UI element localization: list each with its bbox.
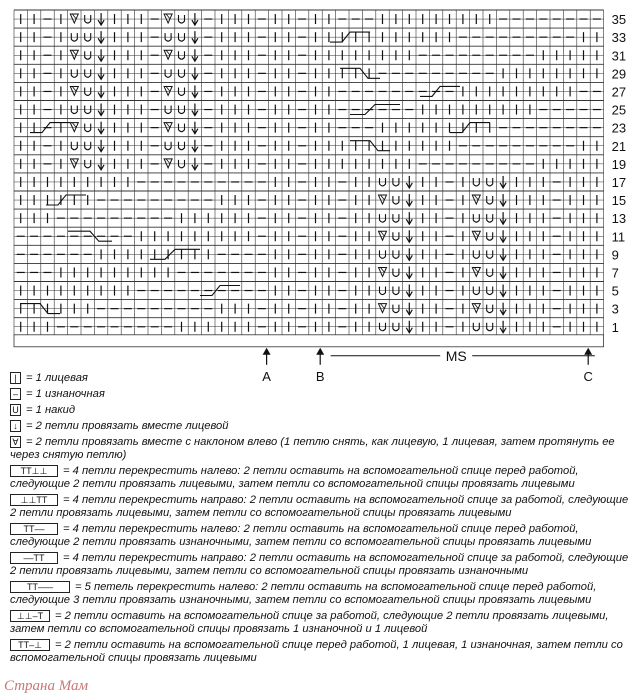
ssk-mark — [72, 159, 76, 164]
cable-3-left-icon: TT–⊥ — [10, 639, 50, 651]
legend-text: = 2 петли оставить на вспомогательной спице перед работой, 1 лицевая, 1 изнаночная, затем петли со вспомогательной спицы провязать лицевыми — [10, 639, 623, 664]
legend-item — [10, 404, 635, 417]
row-number: 33 — [611, 30, 627, 46]
ssk-mark — [72, 14, 76, 19]
marker-arrowhead — [316, 348, 324, 355]
marker-arrowhead — [263, 348, 271, 355]
legend-text: = 2 петли провязать вместе с наклоном влево (1 петлю снять, как лицевую, 1 лицевая, затем протянуть ее через снятую петлю) — [10, 436, 615, 461]
row-number: 11 — [611, 229, 626, 245]
ssk-stitch — [472, 304, 480, 313]
ssk-mark — [474, 195, 478, 200]
row-number: 27 — [611, 84, 627, 100]
ssk-mark — [381, 304, 385, 309]
legend-text: = 4 петли перекрестить налево: 2 петли оставить на вспомогательной спице перед работой, следующие 2 петли провязать изнаночными, затем петли со вспомогательной спицы провязать лицевыми — [10, 523, 592, 548]
legend-text: = 1 накид — [26, 404, 76, 416]
chart-legend — [10, 372, 635, 668]
ssk-stitch — [70, 123, 78, 132]
ssk-stitch — [472, 231, 480, 240]
legend-item — [10, 420, 635, 433]
row-number: 9 — [611, 247, 619, 263]
cable-4-right-icon: ⊥⊥TT — [10, 494, 58, 506]
legend-item — [10, 465, 635, 491]
legend-item — [10, 494, 635, 520]
legend-item — [10, 581, 635, 607]
cable-3-right-icon: ⊥⊥–T — [10, 610, 50, 622]
marker-label: A — [262, 368, 271, 384]
ssk-mark — [474, 267, 478, 272]
marker-label: B — [315, 368, 325, 384]
ssk-mark — [166, 50, 170, 55]
legend-text: = 1 лицевая — [26, 372, 88, 384]
ssk-stitch — [70, 50, 78, 59]
ssk-mark — [166, 123, 170, 128]
legend-item — [10, 552, 635, 578]
ssk-stitch — [164, 86, 172, 95]
ssk-stitch — [379, 304, 387, 313]
legend-text: = 4 петли перекрестить налево: 2 петли оставить на вспомогательной спице перед работой, следующие 2 петли провязать лицевыми, затем петли со вспомогательной спицы провязать лицевыми — [10, 465, 579, 490]
ssk-mark — [72, 50, 76, 55]
legend-item — [10, 610, 635, 636]
legend-text: = 4 петли перекрестить направо: 2 петли оставить на вспомогательной спице за работой, следующие 2 петли провязать лицевыми, затем петли со вспомогательной спицы провязать изнаночными — [10, 552, 629, 577]
row-numbers — [612, 12, 626, 335]
marker-label: C — [583, 368, 593, 384]
ssk-stitch — [70, 14, 78, 23]
legend-text: = 5 петель перекрестить налево: 2 петли оставить на вспомогательной спице перед работой, следующие 3 петли провязать изнаночными, затем петли со вспомогательной спицы провязать лицевыми — [10, 581, 597, 606]
ssk-stitch — [472, 267, 480, 276]
row-number: 15 — [611, 193, 627, 209]
ssk-icon: ∀ — [10, 436, 21, 448]
row-number: 21 — [611, 138, 627, 154]
row-number: 23 — [611, 120, 627, 136]
row-number: 5 — [611, 283, 619, 299]
ssk-mark — [166, 159, 170, 164]
ssk-stitch — [164, 14, 172, 23]
purl-icon: – — [10, 388, 21, 400]
ssk-mark — [381, 267, 385, 272]
cable-4-right-purl-icon: ––TT — [10, 552, 58, 564]
cable-4-left-icon: TT⊥⊥ — [10, 465, 58, 477]
ssk-mark — [72, 123, 76, 128]
cable-4-left-purl-icon: TT–– — [10, 523, 58, 535]
legend-text: = 4 петли перекрестить направо: 2 петли оставить на вспомогательной спице за работой, следующие 2 петли провязать лицевыми, затем петли со вспомогательной спицы провязать лицевыми — [10, 494, 629, 519]
legend-item — [10, 388, 635, 401]
base-row — [14, 335, 604, 347]
row-number: 3 — [611, 301, 619, 317]
ssk-stitch — [379, 195, 387, 204]
ssk-mark — [474, 231, 478, 236]
cable-5-left-icon: TT––– — [10, 581, 70, 593]
k2tog-icon: ↓ — [10, 420, 21, 432]
ssk-mark — [474, 304, 478, 309]
ssk-stitch — [164, 159, 172, 168]
marker-arrowhead — [584, 348, 592, 355]
row-number: 29 — [611, 66, 627, 82]
legend-text: = 2 петли оставить на вспомогательной спице за работой, следующие 2 петли провязать лицевыми, затем петли со вспомогательной спицы провязать 1 изнаночной и 1 лицевой — [10, 610, 609, 635]
legend-item — [10, 436, 635, 462]
knit-icon: | — [10, 372, 21, 384]
row-number: 7 — [611, 265, 619, 281]
row-number: 35 — [611, 12, 627, 28]
ssk-mark — [381, 231, 385, 236]
ssk-stitch — [70, 86, 78, 95]
row-number: 13 — [611, 211, 627, 227]
legend-text: = 1 изнаночная — [26, 388, 105, 400]
legend-item — [10, 372, 635, 385]
ssk-stitch — [379, 267, 387, 276]
legend-text: = 2 петли провязать вместе лицевой — [26, 420, 229, 432]
ssk-mark — [72, 86, 76, 91]
ssk-mark — [381, 195, 385, 200]
ssk-stitch — [379, 231, 387, 240]
row-number: 25 — [611, 102, 627, 118]
legend-item — [10, 523, 635, 549]
legend-item — [10, 639, 635, 665]
row-number: 17 — [611, 174, 627, 190]
watermark-logo: Страна Мам — [4, 678, 89, 694]
ms-label: MS — [445, 347, 467, 364]
yarn-over-icon: U — [10, 404, 21, 416]
row-number: 31 — [611, 48, 627, 64]
row-number: 19 — [611, 156, 627, 172]
ssk-mark — [166, 14, 170, 19]
ssk-mark — [166, 86, 170, 91]
row-number: 1 — [611, 319, 619, 335]
ssk-stitch — [472, 195, 480, 204]
ssk-stitch — [164, 50, 172, 59]
ssk-stitch — [70, 159, 78, 168]
ssk-stitch — [164, 123, 172, 132]
